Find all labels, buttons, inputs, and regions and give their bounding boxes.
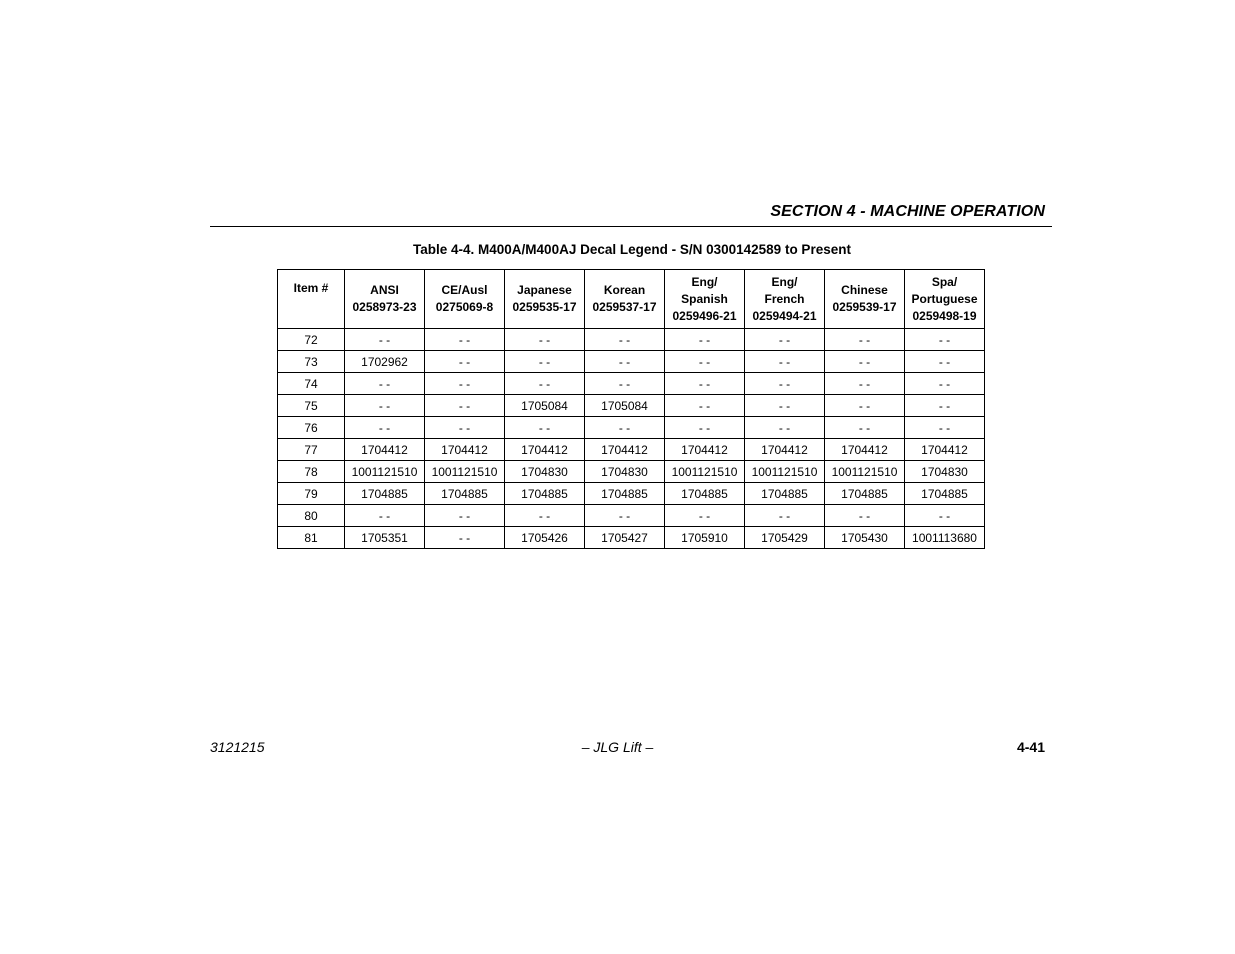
part-number-cell: - - <box>665 373 745 395</box>
table-row <box>278 505 985 527</box>
part-number-cell: - - <box>425 373 505 395</box>
part-number-cell: - - <box>425 395 505 417</box>
part-number-cell: 1704885 <box>745 483 825 505</box>
part-number-cell: 1705910 <box>665 527 745 549</box>
column-header-line: 0259537-17 <box>592 300 657 314</box>
part-number-cell: 1704412 <box>745 439 825 461</box>
part-number-cell: - - <box>905 505 985 527</box>
column-header-line: Korean <box>603 283 646 297</box>
item-number-cell: 79 <box>278 483 345 505</box>
part-number-cell: 1001121510 <box>425 461 505 483</box>
part-number-cell: - - <box>905 329 985 351</box>
item-number-cell: 72 <box>278 329 345 351</box>
part-number-cell: 1704412 <box>425 439 505 461</box>
part-number-cell: 1001113680 <box>905 527 985 549</box>
part-number-cell: - - <box>425 329 505 351</box>
column-header-line: Eng/ <box>691 274 718 289</box>
item-number-cell: 78 <box>278 461 345 483</box>
part-number-cell: - - <box>745 351 825 373</box>
part-number-cell: 1705426 <box>505 527 585 549</box>
part-number-cell: - - <box>505 329 585 351</box>
part-number-cell: 1704412 <box>345 439 425 461</box>
column-header-line: 0258973-23 <box>352 300 417 314</box>
part-number-cell: - - <box>745 417 825 439</box>
column-header-line: Item # <box>293 281 329 295</box>
item-number-cell: 81 <box>278 527 345 549</box>
part-number-cell: 1705084 <box>585 395 665 417</box>
column-header-line: Portuguese <box>911 291 978 306</box>
part-number-cell: - - <box>745 329 825 351</box>
part-number-cell: - - <box>825 373 905 395</box>
part-number-cell: - - <box>585 417 665 439</box>
part-number-cell: - - <box>825 417 905 439</box>
part-number-cell: - - <box>905 351 985 373</box>
column-header-line: Chinese <box>841 283 888 297</box>
part-number-cell: - - <box>425 417 505 439</box>
part-number-cell: - - <box>745 395 825 417</box>
column-header-line: 0259496-21 <box>672 308 737 323</box>
column-header-line: French <box>764 291 805 306</box>
item-number-cell: 73 <box>278 351 345 373</box>
part-number-cell: - - <box>345 395 425 417</box>
column-header-line: CE/Ausl <box>441 283 488 297</box>
part-number-cell: - - <box>345 373 425 395</box>
part-number-cell: 1704885 <box>505 483 585 505</box>
part-number-cell: - - <box>505 351 585 373</box>
item-number-cell: 80 <box>278 505 345 527</box>
section-header <box>210 201 1052 227</box>
item-number-cell: 76 <box>278 417 345 439</box>
part-number-cell: 1001121510 <box>825 461 905 483</box>
part-number-cell: - - <box>345 505 425 527</box>
part-number-cell: - - <box>745 505 825 527</box>
part-number-cell: - - <box>825 395 905 417</box>
column-header <box>425 270 505 329</box>
item-number-cell: 75 <box>278 395 345 417</box>
decal-legend-table <box>277 269 985 549</box>
column-header-line: Eng/ <box>771 274 798 289</box>
table-row <box>278 527 985 549</box>
part-number-cell: 1705427 <box>585 527 665 549</box>
part-number-cell: 1704412 <box>665 439 745 461</box>
part-number-cell: 1001121510 <box>665 461 745 483</box>
part-number-cell: 1001121510 <box>745 461 825 483</box>
part-number-cell: - - <box>905 395 985 417</box>
part-number-cell: - - <box>905 417 985 439</box>
part-number-cell: - - <box>665 351 745 373</box>
table-row <box>278 417 985 439</box>
part-number-cell: 1702962 <box>345 351 425 373</box>
part-number-cell: - - <box>425 527 505 549</box>
table-row <box>278 439 985 461</box>
part-number-cell: - - <box>585 351 665 373</box>
column-header <box>665 270 745 329</box>
column-header-line: 0259494-21 <box>752 308 817 323</box>
part-number-cell: - - <box>665 505 745 527</box>
part-number-cell: 1704830 <box>505 461 585 483</box>
table-row <box>278 373 985 395</box>
part-number-cell: - - <box>825 505 905 527</box>
table-header-row <box>278 270 985 329</box>
part-number-cell: - - <box>585 373 665 395</box>
part-number-cell: 1704412 <box>905 439 985 461</box>
part-number-cell: 1704885 <box>585 483 665 505</box>
part-number-cell: - - <box>505 505 585 527</box>
column-header <box>905 270 985 329</box>
part-number-cell: - - <box>665 329 745 351</box>
part-number-cell: - - <box>745 373 825 395</box>
part-number-cell: - - <box>585 505 665 527</box>
column-header-line: 0259535-17 <box>512 300 577 314</box>
column-header-line: Japanese <box>517 283 572 297</box>
column-header <box>345 270 425 329</box>
table-row <box>278 329 985 351</box>
part-number-cell: 1704885 <box>345 483 425 505</box>
table-caption: Table 4-4. M400A/M400AJ Decal Legend - S/N 0300142589 to Present <box>413 242 851 257</box>
column-header <box>585 270 665 329</box>
part-number-cell: 1704412 <box>585 439 665 461</box>
part-number-cell: - - <box>345 417 425 439</box>
part-number-cell: - - <box>505 373 585 395</box>
column-header-line: ANSI <box>370 283 399 297</box>
table-row <box>278 483 985 505</box>
part-number-cell: - - <box>505 417 585 439</box>
table-row <box>278 461 985 483</box>
part-number-cell: 1704412 <box>505 439 585 461</box>
document-number: 3121215 <box>210 739 265 755</box>
column-header-line: 0259539-17 <box>832 300 897 314</box>
column-header <box>825 270 905 329</box>
table-row <box>278 351 985 373</box>
table-row <box>278 395 985 417</box>
part-number-cell: - - <box>825 351 905 373</box>
item-number-cell: 74 <box>278 373 345 395</box>
item-number-cell: 77 <box>278 439 345 461</box>
part-number-cell: 1704885 <box>425 483 505 505</box>
part-number-cell: - - <box>905 373 985 395</box>
column-header <box>745 270 825 329</box>
part-number-cell: 1001121510 <box>345 461 425 483</box>
column-header <box>278 270 345 329</box>
part-number-cell: - - <box>665 417 745 439</box>
part-number-cell: - - <box>425 505 505 527</box>
part-number-cell: - - <box>345 329 425 351</box>
column-header-line: Spanish <box>681 291 728 306</box>
column-header <box>505 270 585 329</box>
column-header-line: 0259498-19 <box>912 308 977 323</box>
part-number-cell: - - <box>585 329 665 351</box>
part-number-cell: 1704830 <box>905 461 985 483</box>
part-number-cell: - - <box>665 395 745 417</box>
part-number-cell: - - <box>825 329 905 351</box>
page-number: 4-41 <box>1016 739 1045 755</box>
part-number-cell: - - <box>425 351 505 373</box>
part-number-cell: 1705429 <box>745 527 825 549</box>
part-number-cell: 1704412 <box>825 439 905 461</box>
section-title: SECTION 4 - MACHINE OPERATION <box>770 203 1045 220</box>
part-number-cell: 1704830 <box>585 461 665 483</box>
part-number-cell: 1705351 <box>345 527 425 549</box>
footer-brand: – JLG Lift – <box>581 739 654 755</box>
part-number-cell: 1705430 <box>825 527 905 549</box>
table-body <box>278 329 985 549</box>
part-number-cell: 1705084 <box>505 395 585 417</box>
part-number-cell: 1704885 <box>825 483 905 505</box>
part-number-cell: 1704885 <box>905 483 985 505</box>
part-number-cell: 1704885 <box>665 483 745 505</box>
column-header-line: 0275069-8 <box>435 300 494 314</box>
column-header-line: Spa/ <box>931 274 958 289</box>
